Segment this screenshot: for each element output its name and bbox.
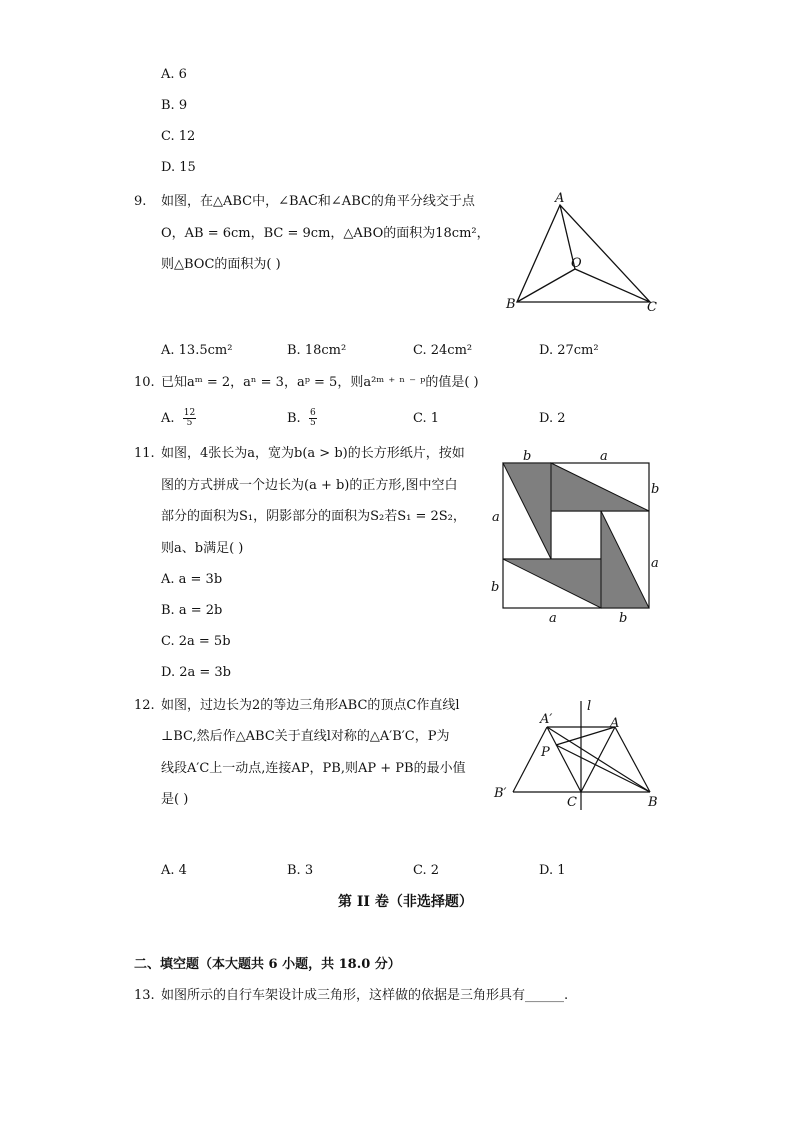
q11-label-top-a: a xyxy=(600,449,608,464)
q12-option-a: A. 4 xyxy=(161,863,187,878)
q12-text-line1: 如图，过边长为2的等边三角形ABC的顶点C作直线l xyxy=(161,698,460,713)
q11-label-right-a: a xyxy=(651,556,659,571)
q10-number: 10. xyxy=(134,375,155,390)
q9-label-c: C xyxy=(647,300,657,315)
q10-option-b-fraction xyxy=(309,409,317,428)
q12-label-a-prime: A′ xyxy=(540,712,553,727)
q9-number: 9. xyxy=(134,194,147,209)
q9-label-a: A xyxy=(555,191,565,206)
q9-text-line1: 如图，在△ABC中，∠BAC和∠ABC的角平分线交于点 xyxy=(161,194,475,209)
q10-option-b-numerator: 6 xyxy=(309,408,316,418)
q8-option-a: A. 6 xyxy=(161,67,187,82)
q11-number: 11. xyxy=(134,446,155,461)
q11-text-line4: 则a、b满足( ) xyxy=(161,541,244,556)
q9-label-b: B xyxy=(506,297,516,312)
q12-number: 12. xyxy=(134,698,155,713)
q11-option-c: C. 2a = 5b xyxy=(161,634,231,649)
q11-label-top-b: b xyxy=(523,449,532,464)
q11-option-d: D. 2a = 3b xyxy=(161,665,231,680)
q10-option-d: D. 2 xyxy=(539,411,566,426)
q11-text-line2: 图的方式拼成一个边长为(a + b)的正方形,图中空白 xyxy=(161,478,458,493)
q9-option-c: C. 24cm² xyxy=(413,343,473,358)
q12-label-l: l xyxy=(587,699,592,714)
q8-option-c: C. 12 xyxy=(161,129,196,144)
q10-option-c: C. 1 xyxy=(413,411,440,426)
q11-label-right-b: b xyxy=(651,482,660,497)
q11-text-line3: 部分的面积为S₁，阴影部分的面积为S₂若S₁ = 2S₂， xyxy=(161,509,466,524)
q12-text-line3: 线段A′C上一动点,连接AP，PB,则AP + PB的最小值 xyxy=(161,761,466,776)
q10-option-a xyxy=(161,409,196,428)
q11-label-bottom-a: a xyxy=(549,611,557,626)
q10-option-b-denominator: 5 xyxy=(309,418,316,428)
q10-option-a-label: A. xyxy=(161,411,175,426)
q10-option-b-label: B. xyxy=(287,411,301,426)
q12-label-b-prime: B′ xyxy=(494,786,507,801)
q12-text-line2: ⊥BC,然后作△ABC关于直线l对称的△A′B′C，P为 xyxy=(161,729,450,744)
q12-label-b: B xyxy=(648,795,658,810)
q9-text-line2: O，AB = 6cm，BC = 9cm，△ABO的面积为18cm²， xyxy=(161,226,490,241)
q12-option-d: D. 1 xyxy=(539,863,566,878)
q9-option-a: A. 13.5cm² xyxy=(161,343,233,358)
q12-option-c: C. 2 xyxy=(413,863,440,878)
q9-triangle-figure xyxy=(500,190,670,320)
part2-title: 第 II 卷（非选择题） xyxy=(338,894,473,910)
q10-option-a-denominator: 5 xyxy=(186,418,193,428)
q11-square-figure xyxy=(486,446,666,628)
q9-option-d: D. 27cm² xyxy=(539,343,599,358)
q11-label-left-a: a xyxy=(492,510,500,525)
q13-text: 如图所示的自行车架设计成三角形，这样做的依据是三角形具有______. xyxy=(161,988,569,1003)
q11-text-line1: 如图，4张长为a，宽为b(a > b)的长方形纸片，按如 xyxy=(161,446,465,461)
q13-number: 13. xyxy=(134,988,155,1003)
q8-option-d: D. 15 xyxy=(161,160,196,175)
q11-option-b: B. a = 2b xyxy=(161,603,223,618)
q12-text-line4: 是( ) xyxy=(161,792,189,807)
q11-label-left-b: b xyxy=(491,580,500,595)
section2-heading: 二、填空题（本大题共 6 小题，共 18.0 分） xyxy=(134,957,401,972)
q12-label-p: P xyxy=(541,745,550,760)
q10-option-a-fraction xyxy=(183,409,196,428)
q9-option-b: B. 18cm² xyxy=(287,343,347,358)
q10-option-a-numerator: 12 xyxy=(183,408,196,418)
q11-label-bottom-b: b xyxy=(619,611,628,626)
q9-text-line3: 则△BOC的面积为( ) xyxy=(161,257,281,272)
q12-option-b: B. 3 xyxy=(287,863,314,878)
q8-option-b: B. 9 xyxy=(161,98,188,113)
q12-label-a: A xyxy=(610,716,620,731)
q10-option-b xyxy=(287,409,317,428)
q12-symmetric-triangles-figure xyxy=(490,695,670,815)
q10-text: 已知aᵐ = 2，aⁿ = 3，aᵖ = 5，则a²ᵐ ⁺ ⁿ ⁻ ᵖ的值是( ) xyxy=(161,375,479,390)
q12-label-c: C xyxy=(567,795,577,810)
q9-label-o: O xyxy=(571,256,582,271)
q11-option-a: A. a = 3b xyxy=(161,572,223,587)
